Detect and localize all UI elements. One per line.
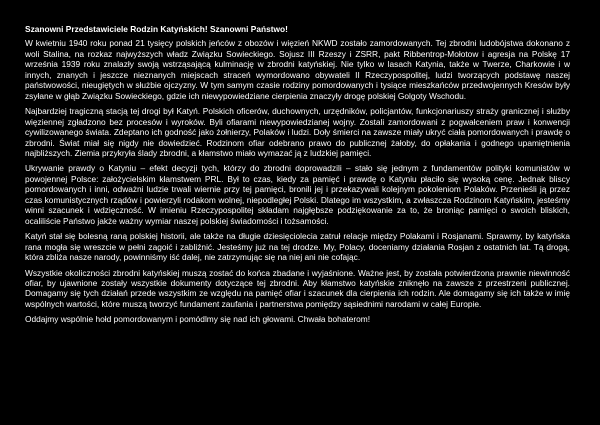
speech-document	[25, 24, 570, 325]
closing-line: Oddajmy wspólnie hołd pomordowanym i pomódlmy się nad ich głowami. Chwała bohaterom!	[25, 314, 371, 325]
paragraph-3: Ukrywanie prawdy o Katyniu – efekt decyzji tych, którzy do zbrodni doprowadzili – stało się jednym z fundamentów polityki komunistów w powojennej Polsce: założycielskim kłamstwem PRL. Był to czas, kiedy za pamięć i prawdę o Katyniu płaciło się wysoką cenę. Jednak bliscy pomordowanych i inni, odważni ludzie trwali wiernie przy tej pamięci, bronili jej i przekazywali kolejnym pokoleniom Polaków. Przenieśli ją przez czas komunistycznych rządów i powierzyli rodakom wolnej, niepodległej Polski. Dlatego im wszystkim, a zwłaszcza Rodzinom Katyńskim, jesteśmy winni szacunek i wdzięczność. W imieniu Rzeczypospolitej składam najgłębsze podziękowanie za to, że broniąc pamięci o swoich bliskich, ocaliliście Państwo jakże ważny wymiar naszej polskiej świadomości i tożsamości.	[25, 163, 570, 226]
paragraph-1: W kwietniu 1940 roku ponad 21 tysięcy polskich jeńców z obozów i więzień NKWD zostało zamordowanych. Tej zbrodni ludobójstwa dokonano z woli Stalina, na rozkaz najwyższych władz Związku Sowieckiego. Sojusz III Rzeszy i ZSRR, pakt Ribbentrop-Mołotow i agresja na Polskę 17 września 1939 roku znalazły swoją wstrząsającą kulminację w zbrodni katyńskiej. Nie tylko w lasach Katynia, także w Twerze, Charkowie i w innych, znanych i jeszcze nieznanych miejscach straceń wymordowano obywateli II Rzeczypospolitej, ludzi tworzących podstawę naszej państwowości, nieugiętych w służbie ojczyzny. W tym samym czasie rodziny pomordowanych i tysiące mieszkańców przedwojennych Kresów były zsyłane w głąb Związku Sowieckiego, gdzie ich niewypowiedziane cierpienia znaczyły drogę polskiej Golgoty Wschodu.	[25, 38, 570, 101]
paragraph-5: Wszystkie okoliczności zbrodni katyńskiej muszą zostać do końca zbadane i wyjaśnione. Ważne jest, by została potwierdzona prawnie niewinność ofiar, by ujawnione zostały wszystkie dokumenty dotyczące tej zbrodni. Aby kłamstwo katyńskie zniknęło na zawsze z przestrzeni publicznej. Domagamy się tych działań przede wszystkim ze względu na pamięć ofiar i szacunek dla cierpienia ich rodzin. Ale domagamy się ich także w imię wspólnych wartości, które muszą tworzyć fundament zaufania i partnerstwa pomiędzy sąsiednimi narodami w całej Europie.	[25, 267, 570, 309]
paragraph-4: Katyń stał się bolesną raną polskiej historii, ale także na długie dziesięciolecia zatruł relacje między Polakami i Rosjanami. Sprawmy, by katyńska rana mogła się wreszcie w pełni zagoić i zabliźnić. Jesteśmy już na tej drodze. My, Polacy, doceniamy działania Rosjan z ostatnich lat. Tą drogą, która zbliża nasze narody, powinniśmy iść dalej, nie zatrzymując się na niej ani nie cofając.	[25, 231, 570, 263]
document-title: Szanowni Przedstawiciele Rodzin Katyńskich! Szanowni Państwo!	[25, 24, 288, 34]
paragraph-2: Najbardziej tragiczną stacją tej drogi był Katyń. Polskich oficerów, duchownych, urzędników, policjantów, funkcjonariuszy straży granicznej i służby więziennej zgładzono bez procesów i wyroków. Byli ofiarami niewypowiedzianej wojny. Zostali zamordowani z pogwałceniem praw i konwencji cywilizowanego świata. Zdeptano ich godność jako żołnierzy, Polaków i ludzi. Doły śmierci na zawsze miały ukryć ciała pomordowanych i prawdę o zbrodni. Świat miał się nigdy nie dowiedzieć. Rodzinom ofiar odebrano prawo do publicznej żałoby, do opłakania i godnego upamiętnienia najbliższych. Ziemia przykryła ślady zbrodni, a kłamstwo miało wymazać ją z ludzkiej pamięci.	[25, 106, 570, 158]
